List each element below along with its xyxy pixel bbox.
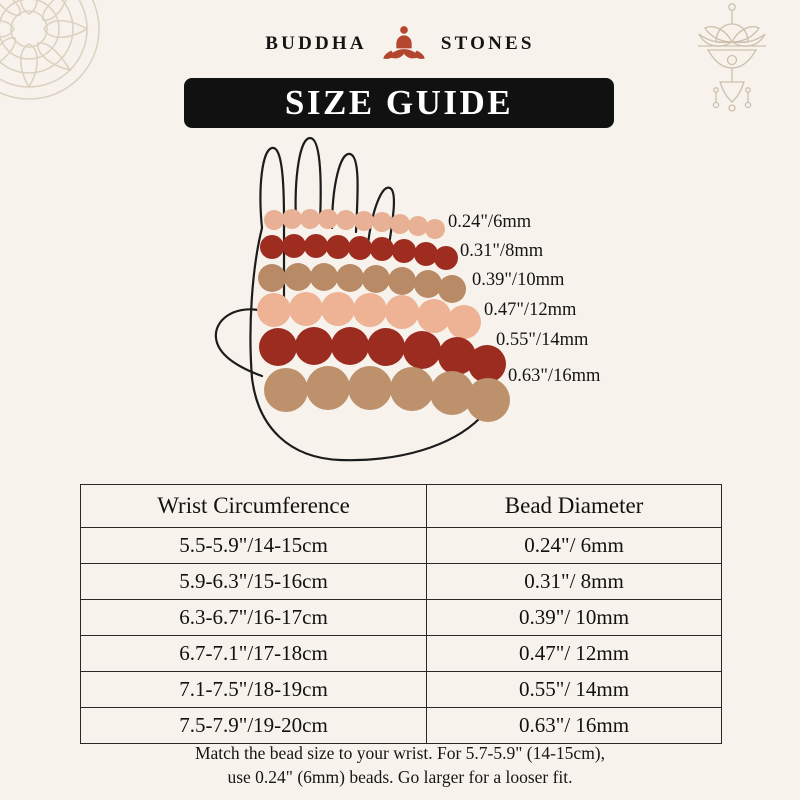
bracelet-row-8mm (260, 234, 458, 270)
table-row (81, 528, 722, 564)
cell-wrist: 5.5-5.9"/14-15cm (81, 528, 427, 564)
column-header-bead: Bead Diameter (427, 485, 722, 528)
cell-wrist: 5.9-6.3"/15-16cm (81, 564, 427, 600)
bead-size-label-8mm: 0.31"/8mm (460, 241, 544, 261)
bead-size-label-6mm: 0.24"/6mm (448, 212, 532, 232)
footer-note (0, 742, 800, 789)
table-row (81, 672, 722, 708)
cell-bead: 0.31"/ 8mm (427, 564, 722, 600)
table-header-row (81, 485, 722, 528)
cell-bead: 0.63"/ 16mm (427, 708, 722, 744)
brand-word-right: STONES (440, 33, 535, 54)
table-row (81, 708, 722, 744)
table-row (81, 636, 722, 672)
brand-lockup (0, 22, 800, 66)
bead-size-label-12mm: 0.47"/12mm (484, 300, 577, 320)
footer-note-line-2: use 0.24" (6mm) beads. Go larger for a looser fit. (227, 766, 573, 787)
bead-size-label-16mm: 0.63"/16mm (508, 366, 601, 386)
column-header-wrist: Wrist Circumference (81, 485, 427, 528)
cell-bead: 0.24"/ 6mm (427, 528, 722, 564)
hand-bracelet-illustration (0, 128, 800, 476)
table-row (81, 600, 722, 636)
open-hand-outline-icon (0, 128, 800, 476)
brand-word-left: BUDDHA (265, 33, 367, 54)
page-title-banner (184, 78, 614, 128)
lotus-meditation-figure-icon (381, 20, 427, 66)
footer-note-line-1: Match the bead size to your wrist. For 5.7-5.9" (14-15cm), (194, 743, 606, 763)
cell-bead: 0.47"/ 12mm (427, 636, 722, 672)
cell-wrist: 6.3-6.7"/16-17cm (81, 600, 427, 636)
cell-bead: 0.55"/ 14mm (427, 672, 722, 708)
bead-size-label-14mm: 0.55"/14mm (496, 330, 589, 350)
page-title: SIZE GUIDE (284, 83, 514, 122)
cell-wrist: 6.7-7.1"/17-18cm (81, 636, 427, 672)
table-row (81, 564, 722, 600)
cell-bead: 0.39"/ 10mm (427, 600, 722, 636)
cell-wrist: 7.1-7.5"/18-19cm (81, 672, 427, 708)
bead-size-label-10mm: 0.39"/10mm (472, 270, 565, 290)
cell-wrist: 7.5-7.9"/19-20cm (81, 708, 427, 744)
size-guide-table (80, 484, 722, 744)
